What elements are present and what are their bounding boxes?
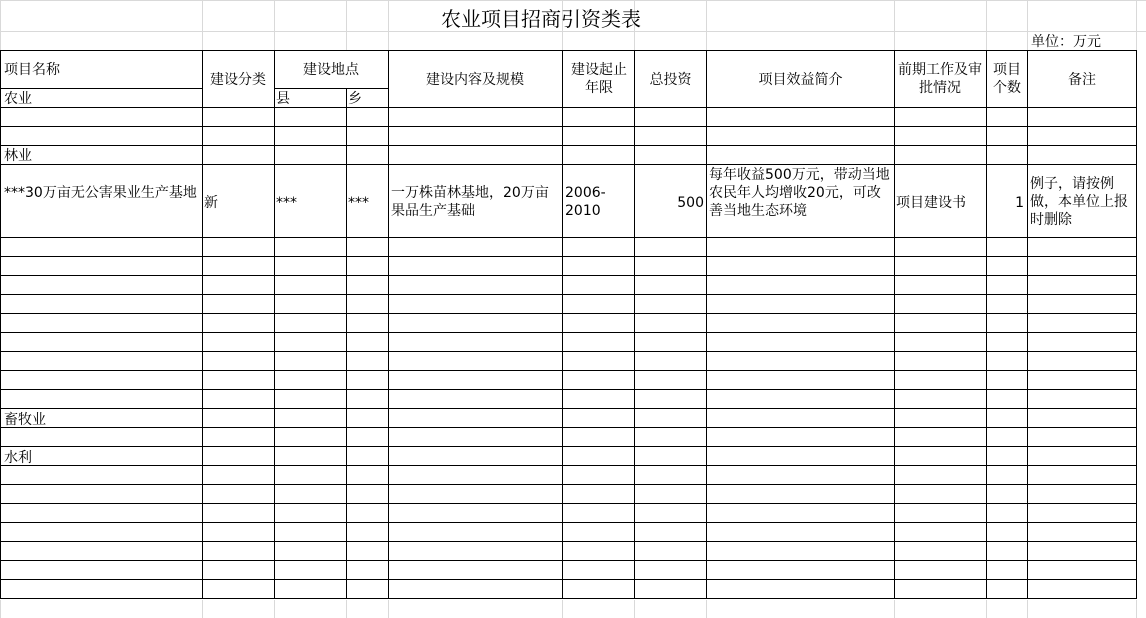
gridline-v: [894, 0, 895, 50]
table-border-h: [0, 50, 1137, 51]
header-period: 建设起止年限: [571, 62, 627, 96]
example-county: ***: [276, 195, 297, 211]
gridline-v: [706, 0, 707, 50]
example-project-name: ***30万亩无公害果业生产基地: [4, 185, 197, 201]
header-count: 项目个数: [993, 62, 1021, 96]
gridline-h: [0, 0, 1146, 1]
header-remarks: 备注: [1068, 72, 1096, 88]
sheet-title: 农业项目招商引资类表: [441, 7, 641, 31]
table-border-h: [0, 560, 1137, 561]
header-content: 建设内容及规模: [426, 72, 524, 88]
table-border-h: [0, 256, 1137, 257]
table-border-v: [894, 50, 895, 599]
gridline-v: [1027, 0, 1028, 50]
table-border-v: [388, 50, 389, 599]
table-border-h: [0, 351, 1137, 352]
gridline-v: [0, 600, 1, 618]
header-county: 县: [276, 91, 290, 107]
table-border-h: [0, 370, 1137, 371]
example-category: 新: [204, 195, 218, 211]
table-border-h: [0, 484, 1137, 485]
example-period: 2006-2010: [565, 185, 606, 219]
table-border-v: [202, 50, 203, 599]
table-border-h: [0, 579, 1137, 580]
table-border-h: [0, 275, 1137, 276]
header-investment: 总投资: [649, 72, 692, 88]
table-border-v: [274, 50, 275, 599]
gridline-h: [0, 31, 1146, 32]
table-border-h: [0, 389, 1137, 390]
example-investment: 500: [677, 195, 704, 211]
gridline-v: [1136, 0, 1137, 50]
section-husbandry: 畜牧业: [4, 412, 46, 428]
table-border-h: [0, 522, 1137, 523]
example-township: ***: [348, 195, 369, 211]
gridline-v: [562, 600, 563, 618]
table-border-h: [0, 446, 1137, 447]
gridline-v: [274, 600, 275, 618]
table-border-v: [562, 50, 563, 599]
table-border-h: [0, 313, 1137, 314]
table-border-h: [0, 107, 1137, 108]
table-border-h: [0, 408, 1137, 409]
table-border-v: [986, 50, 987, 599]
header-project-name: 项目名称: [4, 62, 60, 78]
table-border-h: [0, 145, 1137, 146]
example-content: 一万株苗林基地，20万亩果品生产基础: [391, 185, 549, 219]
table-border-h: [0, 88, 202, 89]
section-water: 水利: [4, 450, 32, 466]
gridline-v: [202, 600, 203, 618]
header-benefit: 项目效益简介: [758, 72, 843, 88]
table-border-v: [1027, 50, 1028, 599]
example-benefit: 每年收益500万元，带动当地农民年人均增收20元，可改善当地生态环境: [709, 167, 890, 219]
gridline-v: [986, 0, 987, 50]
header-location: 建设地点: [303, 62, 359, 78]
gridline-v: [986, 600, 987, 618]
header-category: 建设分类: [210, 72, 266, 88]
gridline-v: [706, 600, 707, 618]
table-border-v: [634, 50, 635, 599]
table-border-h: [0, 164, 1137, 165]
gridline-v: [894, 600, 895, 618]
gridline-v: [274, 0, 275, 50]
table-border-h: [0, 598, 1137, 599]
example-remarks: 例子，请按例做，本单位上报时删除: [1030, 176, 1128, 228]
gridline-v: [1027, 600, 1028, 618]
table-border-h: [0, 427, 1137, 428]
gridline-v: [634, 600, 635, 618]
gridline-v: [202, 0, 203, 50]
table-border-h: [0, 126, 1137, 127]
example-approval: 项目建设书: [896, 195, 966, 211]
table-border-v: [346, 88, 347, 599]
table-border-h: [0, 237, 1137, 238]
table-border-h: [0, 332, 1137, 333]
gridline-v: [346, 0, 347, 50]
example-count: 1: [1015, 195, 1024, 211]
table-border-h: [274, 88, 388, 89]
table-border-v: [0, 50, 1, 599]
table-border-v: [706, 50, 707, 599]
section-forestry: 林业: [4, 148, 32, 164]
gridline-v: [388, 600, 389, 618]
section-agriculture: 农业: [4, 91, 32, 107]
gridline-v: [0, 0, 1, 50]
header-township: 乡: [348, 91, 362, 107]
table-border-h: [0, 503, 1137, 504]
unit-label: 单位：万元: [1031, 34, 1101, 50]
gridline-v: [346, 600, 347, 618]
table-border-v: [1136, 50, 1137, 599]
gridline-v: [1136, 600, 1137, 618]
header-approval: 前期工作及审批情况: [898, 62, 982, 96]
table-border-h: [0, 541, 1137, 542]
table-border-h: [0, 465, 1137, 466]
table-border-h: [0, 294, 1137, 295]
